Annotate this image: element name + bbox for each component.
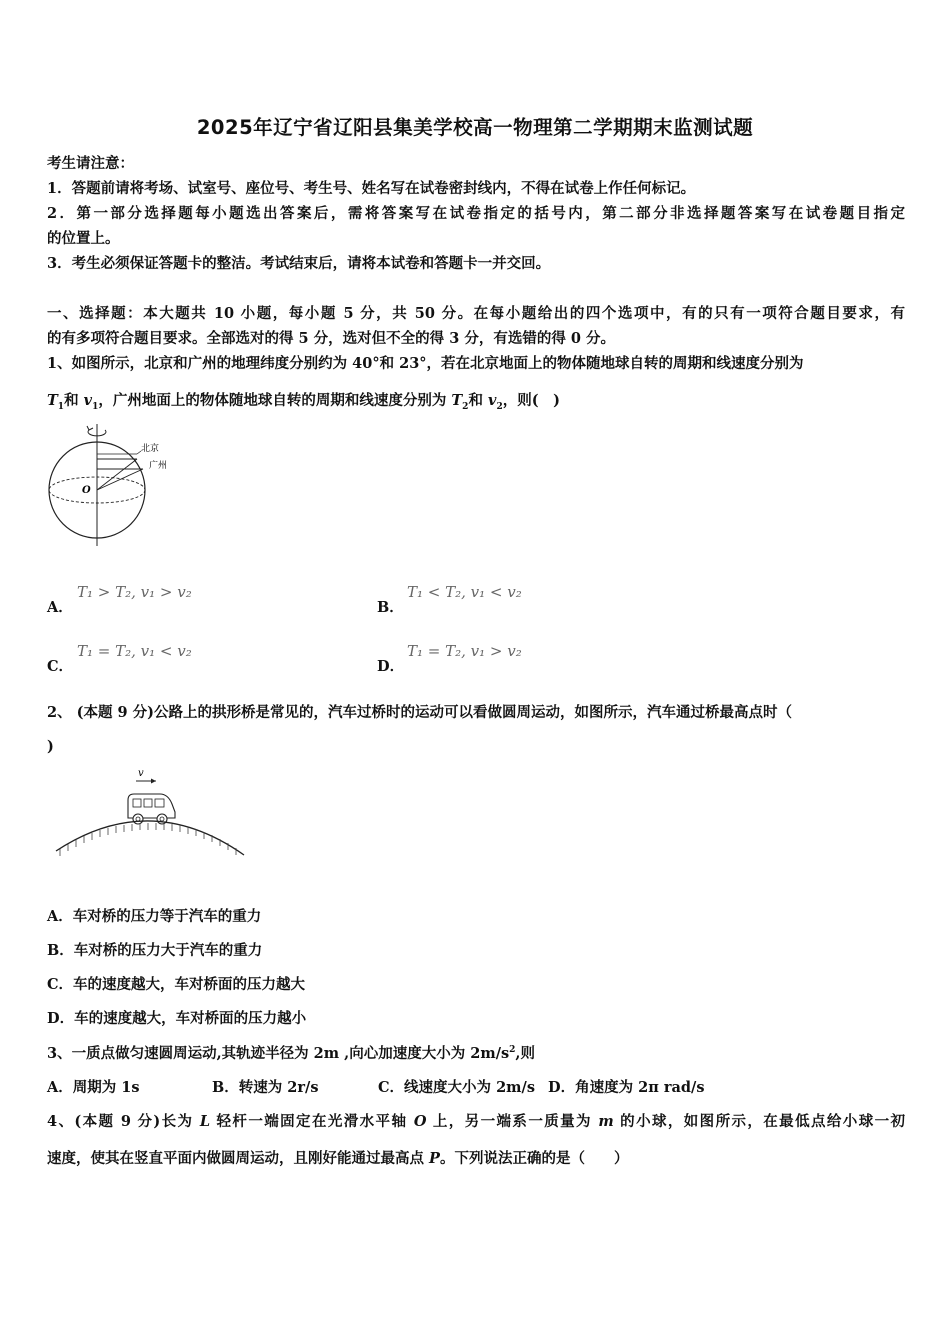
text: ，则( ): [502, 392, 560, 409]
symbol-v1: v: [83, 392, 93, 409]
q1-option-d-label: D．: [377, 658, 405, 675]
q1-option-a-label: A．: [47, 599, 73, 616]
q2-option-b: B．车对桥的压力大于汽车的重力: [47, 942, 263, 959]
symbol-p: P: [429, 1150, 440, 1167]
section-1-intro-cont: 的有多项符合题目要求。全部选对的得 5 分，选对但不全的得 3 分，有选错的得 0 分。: [47, 330, 616, 347]
text: 速度，使其在竖直平面内做圆周运动，且刚好能通过最高点: [47, 1150, 430, 1167]
symbol-m: m: [598, 1113, 614, 1130]
subscript: 1: [57, 401, 65, 412]
notice-item-3: 3．考生必须保证答题卡的整洁。考试结束后，请将本试卷和答题卡一并交回。: [47, 255, 551, 272]
symbol-l: L: [199, 1113, 211, 1130]
q1-option-d-formula: T₁ = T₂, v₁ > v₂: [407, 642, 522, 660]
symbol-t2: T: [451, 392, 463, 409]
center-label: O: [82, 485, 91, 496]
notice-item-1: 1．答题前请将考场、试室号、座位号、考生号、姓名写在试卷密封线内，不得在试卷上作任何标记。: [47, 180, 696, 197]
text: 3、一质点做匀速圆周运动,其轨迹半径为 2m ,向心加速度大小为 2m/s: [47, 1045, 510, 1062]
rotation-arrow-head: [87, 426, 93, 430]
bridge-hatching: [60, 823, 236, 856]
notice-item-2: 2．第一部分选择题每小题选出答案后，需将答案写在试卷指定的括号内，第二部分非选择题答案写在试卷题目指定: [47, 205, 905, 222]
text: 的小球，如图所示，在最低点给小球一初: [613, 1113, 905, 1130]
section-1-intro: 一、选择题：本大题共 10 小题，每小题 5 分，共 50 分。在每小题给出的四个选项中，有的只有一项符合题目要求，有: [47, 305, 905, 322]
q3-option-a: A．周期为 1s: [47, 1079, 140, 1096]
q2-stem: 2、 (本题 9 分)公路上的拱形桥是常见的，汽车过桥时的运动可以看做圆周运动，如图所示，汽车通过桥最高点时（: [47, 704, 793, 721]
text: 轻杆一端固定在光滑水平轴: [210, 1113, 414, 1130]
text: 。下列说法正确的是（ ）: [439, 1150, 629, 1167]
earth-figure: [45, 418, 185, 550]
q1-option-b-label: B．: [377, 599, 404, 616]
subscript: 1: [92, 401, 99, 412]
page-title: 2025年辽宁省辽阳县集美学校高一物理第二学期期末监测试题: [196, 116, 754, 139]
symbol-t1: T: [47, 392, 58, 409]
velocity-label: v: [138, 768, 144, 779]
bridge-figure: [52, 763, 248, 863]
text: 4、(本题 9 分)长为: [47, 1113, 200, 1130]
text: 上，另一端系一质量为: [426, 1113, 599, 1130]
q2-option-d: D．车的速度越大，车对桥面的压力越小: [47, 1010, 307, 1027]
subscript: 2: [462, 401, 469, 412]
beijing-label: 北京: [141, 444, 160, 454]
q3-option-b: B．转速为 2r/s: [212, 1079, 319, 1096]
text: 和: [468, 392, 488, 409]
q1-option-a-formula: T₁ > T₂, v₁ > v₂: [77, 583, 192, 601]
q3-option-c: C．线速度大小为 2m/s: [378, 1079, 535, 1096]
text: 和: [64, 392, 84, 409]
q1-option-c-label: C．: [47, 658, 74, 675]
subscript: 2: [496, 401, 503, 412]
q1-option-b-formula: T₁ < T₂, v₁ < v₂: [407, 583, 522, 601]
q3-stem: [47, 1042, 535, 1063]
q2-option-a: A．车对桥的压力等于汽车的重力: [47, 908, 262, 925]
q4-stem-cont: [47, 1147, 628, 1168]
notice-heading: 考生请注意：: [47, 155, 134, 172]
superscript: 2: [509, 1045, 516, 1056]
symbol-o: O: [413, 1113, 427, 1130]
q3-option-d: D．角速度为 2π rad/s: [548, 1079, 705, 1096]
q1-stem-cont: [47, 389, 560, 412]
q2-option-c: C．车的速度越大，车对桥面的压力越大: [47, 976, 306, 993]
q1-stem: 1、如图所示，北京和广州的地理纬度分别约为 40°和 23°，若在北京地面上的物体随地球自转的周期和线速度分别为: [47, 355, 804, 372]
velocity-arrow-head: [151, 779, 156, 784]
q1-option-c-formula: T₁ = T₂, v₁ < v₂: [77, 642, 192, 660]
notice-item-2-cont: 的位置上。: [47, 230, 120, 247]
symbol-v2: v: [488, 392, 497, 409]
car-wheel: [133, 814, 143, 824]
q4-stem: [47, 1110, 905, 1131]
text: ,则: [515, 1045, 535, 1062]
guangzhou-label: 广州: [149, 461, 168, 471]
text: ，广州地面上的物体随地球自转的周期和线速度分别为: [98, 392, 452, 409]
q2-stem-cont: ): [47, 738, 54, 755]
